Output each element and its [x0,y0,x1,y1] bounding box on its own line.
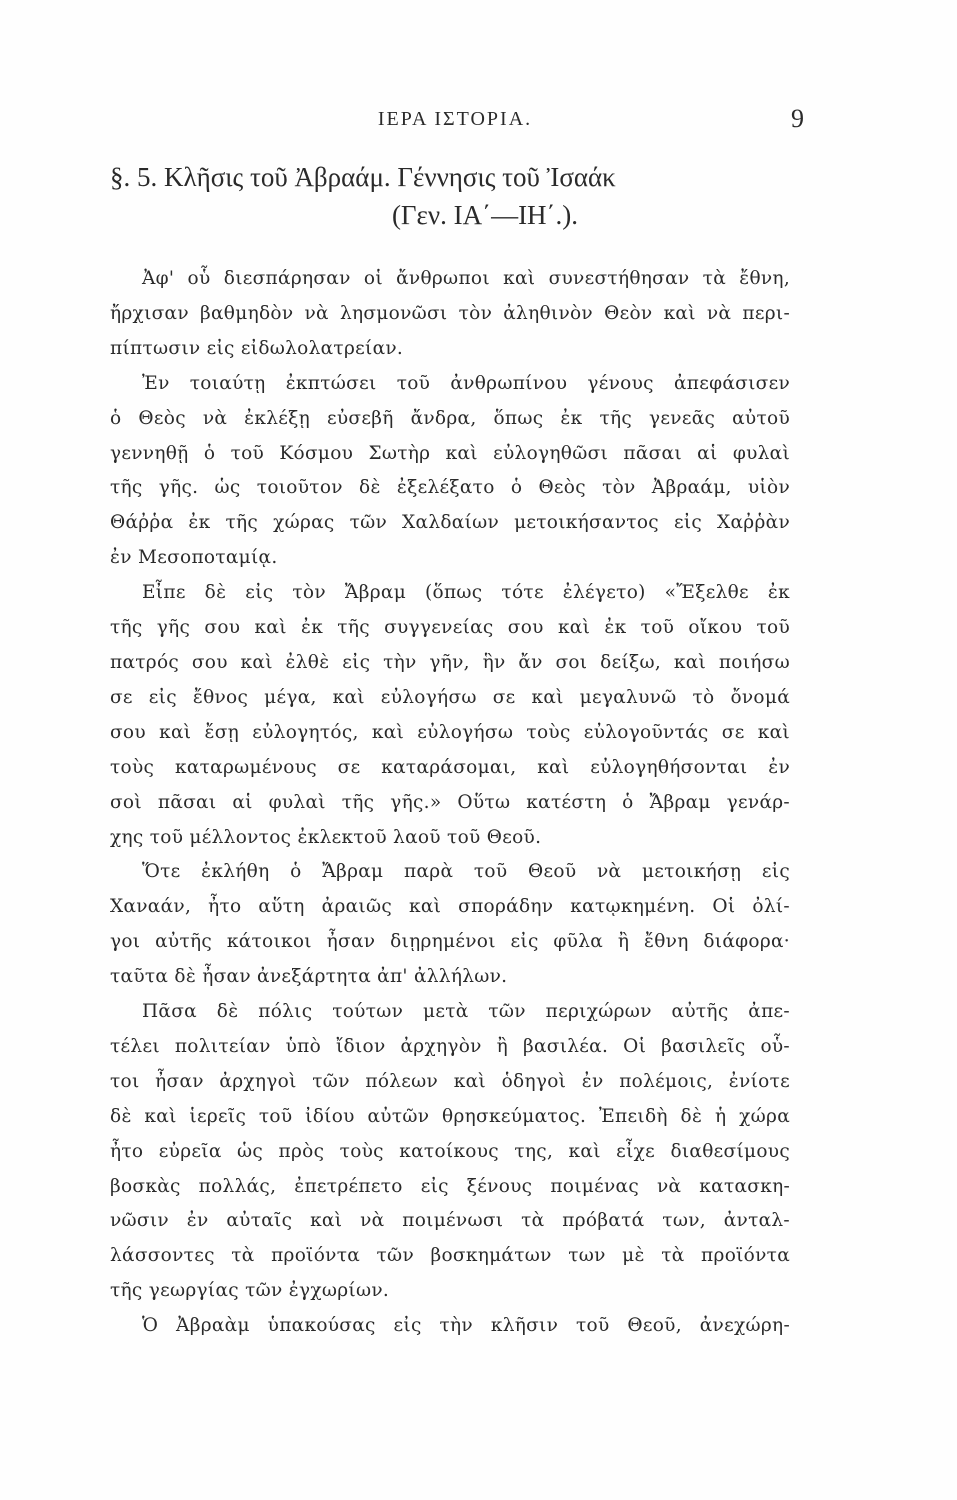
text-line: πίπτωσιν εἰς εἰδωλολατρείαν. [110,337,404,359]
text-line: Ἀφ' οὗ διεσπάρησαν οἱ ἄνθρωποι καὶ συνεστήθησαν τὰ ἔθνη, [142,268,790,289]
text-line: δὲ καὶ ἱερεῖς τοῦ ἰδίου αὐτῶν θρησκεύματος. Ἐπειδὴ δὲ ἡ χώρα [110,1105,790,1127]
text-line: τῆς γῆς. ὡς τοιοῦτον δὲ ἐξελέξατο ὁ Θεὸς τὸν Ἀβραάμ, υἱὸν [110,477,790,499]
text-line: Ἐν τοιαύτῃ ἐκπτώσει τοῦ ἀνθρωπίνου γένους ἀπεφάσισεν [142,372,790,394]
text-line: βοσκὰς πολλάς, ἐπετρέπετο εἰς ξένους ποιμένας νὰ κατασκη- [110,1175,790,1197]
running-head [110,104,804,134]
text-line: ἐν Μεσοποταμίᾳ. [110,547,278,569]
text-line: Χαναάν, ἦτο αὕτη ἀραιῶς καὶ σποράδην κατῳκημένη. Οἱ ὀλί- [110,896,790,918]
text-line: σε εἰς ἔθνος μέγα, καὶ εὐλογήσω σε καὶ μεγαλυνῶ τὸ ὄνομά [110,686,790,708]
text-line: σοὶ πᾶσαι αἱ φυλαὶ τῆς γῆς.» Οὕτω κατέστη ὁ Ἄβραμ γενάρ- [110,791,790,813]
running-title: ΙΕΡΑ ΙΣΤΟΡΙΑ. [377,108,533,130]
section-reference: (Γεν. ΙΑ΄—ΙΗ΄.). [391,200,579,230]
text-line: σου καὶ ἔσῃ εὐλογητός, καὶ εὐλογήσω τοὺς εὐλογοῦντάς σε καὶ [110,721,790,743]
text-line: τοι ἦσαν ἀρχηγοὶ τῶν πόλεων καὶ ὁδηγοὶ ἐν πολέμοις, ἐνίοτε [110,1070,790,1092]
text-line: τέλει πολιτείαν ὑπὸ ἴδιον ἀρχηγὸν ἢ βασιλέα. Οἱ βασιλεῖς οὗ- [110,1035,790,1057]
text-line: ἤρχισαν βαθμηδὸν νὰ λησμονῶσι τὸν ἀληθινὸν Θεὸν καὶ νὰ περι- [110,302,790,324]
text-line: Θάῤῥα ἐκ τῆς χώρας τῶν Χαλδαίων μετοικήσαντος εἰς Χαῤῥὰν [110,512,790,534]
body-text [110,262,790,1344]
text-line: τῆς γῆς σου καὶ ἐκ τῆς συγγενείας σου καὶ ἐκ τοῦ οἴκου τοῦ [110,617,790,639]
page-number: 9 [791,104,804,133]
text-line: Εἶπε δὲ εἰς τὸν Ἄβραμ (ὅπως τότε ἐλέγετο) «Ἔξελθε ἐκ [142,582,790,604]
text-line: Πᾶσα δὲ πόλις τούτων μετὰ τῶν περιχώρων αὐτῆς ἀπε- [142,1001,790,1023]
text-line: λάσσοντες τὰ προϊόντα τῶν βοσκημάτων των μὲ τὰ προϊόντα [110,1245,790,1267]
text-line: ὁ Θεὸς νὰ ἐκλέξῃ εὐσεβῆ ἄνδρα, ὅπως ἐκ τῆς γενεᾶς αὐτοῦ [110,407,790,429]
text-line: ταῦτα δὲ ἦσαν ἀνεξάρτητα ἀπ' ἀλλήλων. [110,966,508,988]
text-line: γοι αὐτῆς κάτοικοι ἦσαν διῃρημένοι εἰς φῦλα ἢ ἔθνη διάφορα· [110,931,790,953]
section-heading [110,158,800,234]
text-line: χης τοῦ μέλλοντος ἐκλεκτοῦ λαοῦ τοῦ Θεοῦ. [110,826,542,848]
text-line: Ὁ Ἀβραὰμ ὑπακούσας εἰς τὴν κλῆσιν τοῦ Θεοῦ, ἀνεχώρη- [142,1315,790,1337]
section-title: §. 5. Κλῆσις τοῦ Ἀβραάμ. Γέννησις τοῦ Ἰσαάκ [110,162,616,192]
text-line: πατρός σου καὶ ἐλθὲ εἰς τὴν γῆν, ἣν ἄν σοι δείξω, καὶ ποιήσω [110,651,790,673]
text-line: τοὺς καταρωμένους σε καταράσομαι, καὶ εὐλογηθήσονται ἐν [110,756,790,778]
text-line: νῶσιν ἐν αὐταῖς καὶ νὰ ποιμένωσι τὰ πρόβατά των, ἀνταλ- [110,1210,790,1232]
text-line: τῆς γεωργίας τῶν ἐγχωρίων. [110,1280,390,1302]
text-line: γεννηθῇ ὁ τοῦ Κόσμου Σωτὴρ καὶ εὐλογηθῶσι πᾶσαι αἱ φυλαὶ [110,442,790,464]
text-line: ἦτο εὐρεῖα ὡς πρὸς τοὺς κατοίκους της, καὶ εἶχε διαθεσίμους [110,1140,790,1162]
text-line: Ὅτε ἐκλήθη ὁ Ἄβραμ παρὰ τοῦ Θεοῦ νὰ μετοικήσῃ εἰς [142,861,790,883]
